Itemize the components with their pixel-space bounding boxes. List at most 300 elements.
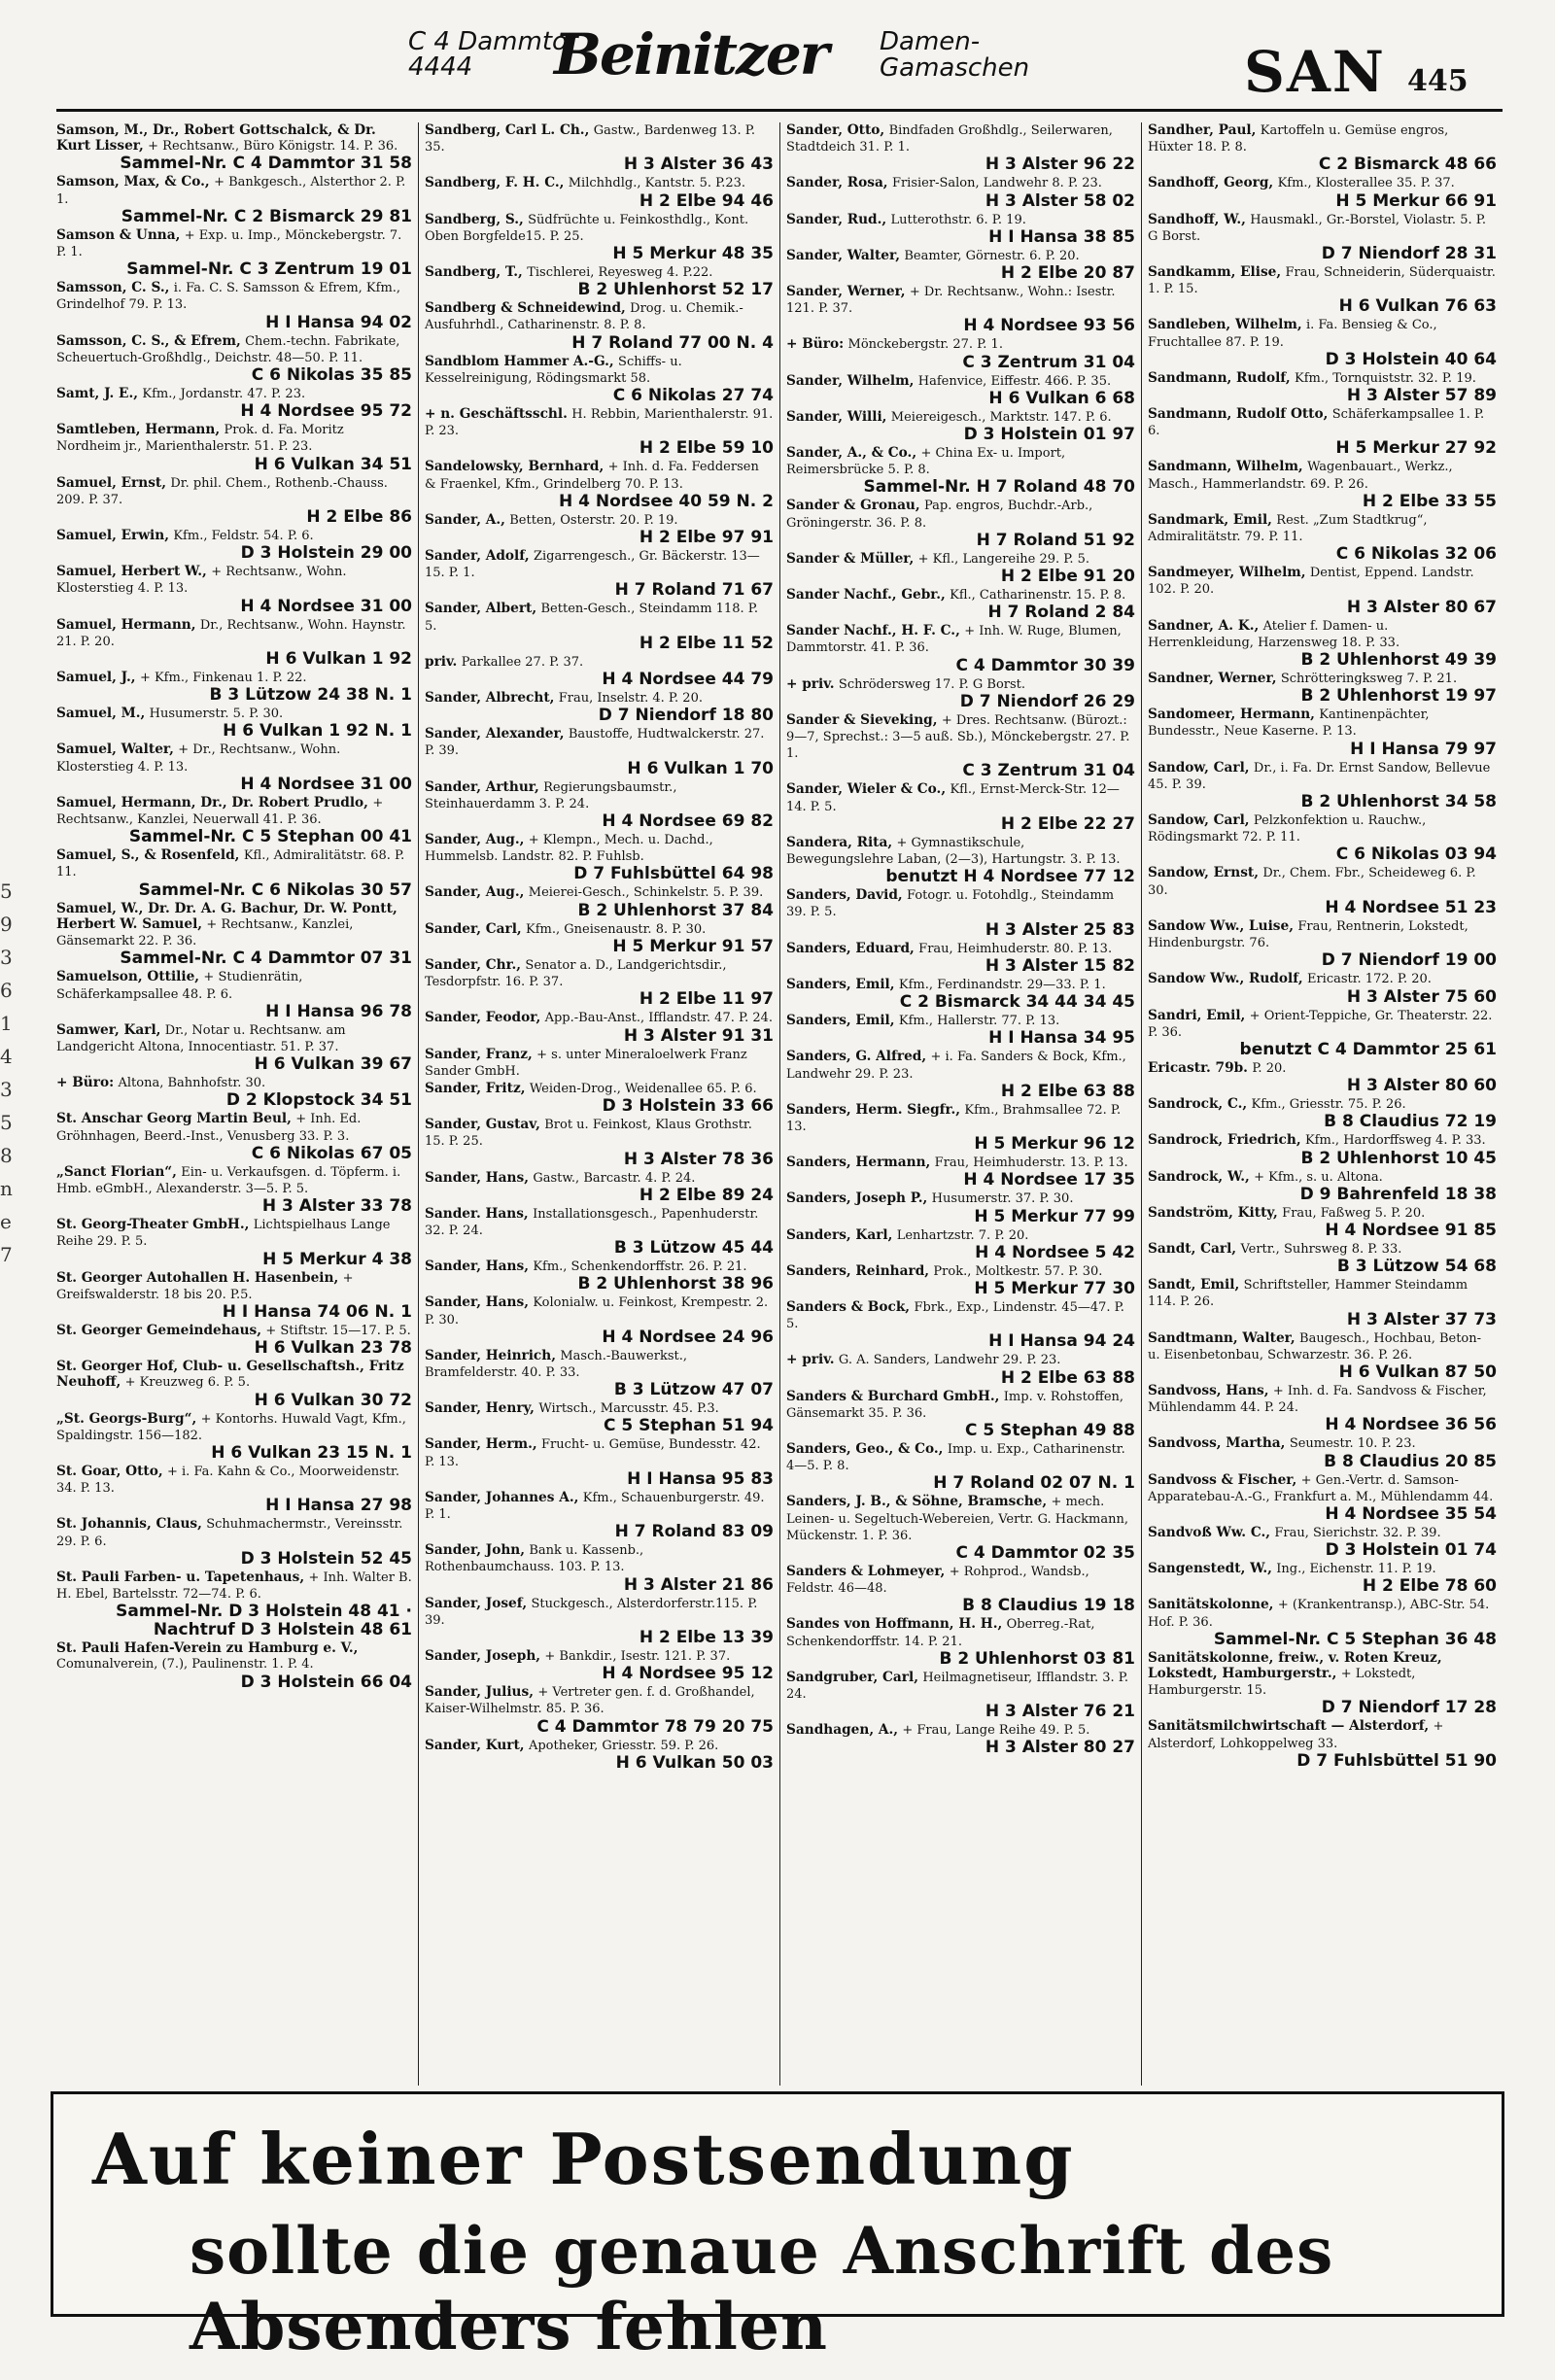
entry-phone: B 3 Lützow 54 68 [1336, 1257, 1497, 1277]
directory-entry [56, 564, 412, 615]
entry-detail: Kfm., Feldstr. 54. P. 6. [173, 529, 314, 544]
entry-phone: H 2 Elbe 11 97 [639, 989, 774, 1010]
margin-mark: 7 [0, 1243, 13, 1266]
entry-name: Sander, Hans, [425, 1169, 529, 1186]
entry-name: Sanders, Joseph P., [786, 1190, 928, 1207]
directory-entry [56, 333, 412, 385]
directory-entry [1148, 812, 1497, 864]
header-rule [56, 109, 1503, 112]
entry-name: St. Georger Autohallen H. Hasenbein, [56, 1269, 339, 1286]
entry-phone: H 4 Nordsee 51 23 [1325, 897, 1497, 917]
entry-phone: H 4 Nordsee 24 96 [602, 1327, 774, 1347]
directory-entry [1148, 1241, 1497, 1276]
advert-tagline [880, 29, 1029, 82]
entry-name: Samuel, Walter, [56, 742, 174, 758]
directory-entry [786, 1190, 1135, 1225]
entry-phone: D 3 Holstein 29 00 [240, 543, 412, 564]
entry-detail: Schrötteringksweg 7. P. 21. [1280, 672, 1458, 687]
entry-detail: Vertr., Suhrsweg 8. P. 33. [1240, 1241, 1402, 1257]
entry-phone: H 3 Alster 96 22 [985, 155, 1135, 175]
entry-detail: Lenhartzstr. 7. P. 20. [896, 1227, 1029, 1243]
entry-detail: Fbrk., Exp., Lindenstr. 45—47. P. 5. [786, 1299, 1124, 1332]
advert-phone: 4444 [408, 52, 473, 82]
entry-phone: H 5 Merkur 48 35 [612, 244, 774, 264]
entry-phone: B 2 Uhlenhorst 10 45 [1300, 1148, 1497, 1168]
entry-phone: H 3 Alster 21 86 [623, 1574, 774, 1595]
entry-name: Sandner, A. K., [1148, 617, 1260, 634]
entry-phone: D 7 Fuhlsbüttel 51 90 [1296, 1750, 1497, 1771]
directory-entry [786, 498, 1135, 549]
entry-phone: H 7 Roland 71 67 [614, 580, 774, 601]
entry-name: Sander, Hans, [425, 1294, 529, 1311]
directory-entry [425, 1648, 774, 1683]
entry-detail: + Kfl., Langereihe 29. P. 5. [917, 551, 1090, 567]
entry-detail: App.-Bau-Anst., Ifflandstr. 47. P. 24. [544, 1011, 774, 1026]
entry-phone: D 7 Niendorf 18 80 [598, 706, 774, 726]
entry-phone: H 3 Alster 15 82 [985, 955, 1135, 976]
directory-column-1 [56, 122, 418, 2086]
entry-detail: Hausmakl., Gr.-Borstel, Violastr. 5. P. G Borst. [1148, 212, 1486, 244]
entry-phone: D 7 Niendorf 28 31 [1321, 244, 1497, 264]
directory-entry [425, 957, 774, 1009]
entry-phone: H 6 Vulkan 23 15 N. 1 [211, 1442, 412, 1463]
entry-detail: Kfm., Schauenburgerstr. 49. P. 1. [425, 1490, 765, 1522]
directory-entry [56, 1516, 412, 1568]
margin-mark: e [0, 1210, 12, 1233]
entry-detail: Prok. d. Fa. Moritz Nordheim jr., Marienthalerstr. 51. P. 23. [56, 423, 344, 455]
entry-name: Sandvoss, Hans, [1148, 1382, 1269, 1398]
directory-entry [786, 336, 1135, 371]
directory-entry [56, 847, 412, 899]
entry-name: Sanders, Hermann, [786, 1155, 931, 1171]
entry-detail: Prok., Moltkestr. 57. P. 30. [933, 1263, 1103, 1279]
entry-detail: Südfrüchte u. Feinkosthdlg., Kont. Oben Borgfelde15. P. 25. [425, 212, 749, 244]
directory-entry [1148, 212, 1497, 263]
entry-phone: C 6 Nikolas 27 74 [612, 386, 774, 406]
entry-detail: + Vertreter gen. f. d. Großhandel, Kaiser-Wilhelmstr. 85. P. 36. [425, 1685, 755, 1717]
entry-detail: + Lokstedt, Hamburgerstr. 15. [1148, 1666, 1416, 1699]
entry-detail: + Rohprod., Wandsb., Feldstr. 46—48. [786, 1564, 1089, 1597]
entry-detail: G. A. Sanders, Landwehr 29. P. 23. [838, 1353, 1061, 1368]
directory-entry [425, 1490, 774, 1541]
entry-phone: D 3 Holstein 01 97 [963, 425, 1135, 445]
directory-entry [786, 887, 1135, 939]
entry-detail: Frau, Heimhuderstr. 13. P. 13. [934, 1156, 1128, 1171]
entry-phone: H I Hansa 94 02 [265, 312, 412, 332]
entry-name: Sander. Hans, [425, 1205, 529, 1222]
directory-entry [786, 373, 1135, 408]
entry-name: Sanders, Herm. Siegfr., [786, 1101, 961, 1118]
entry-name: Sander, Feodor, [425, 1010, 541, 1026]
directory-entry [786, 551, 1135, 586]
directory-entry [56, 1164, 412, 1216]
directory-entry [425, 1206, 774, 1258]
entry-name: Sander & Gronau, [786, 498, 920, 514]
entry-phone: H 7 Roland 02 07 N. 1 [933, 1473, 1135, 1494]
entry-phone: C 2 Bismarck 48 66 [1318, 155, 1497, 175]
entry-detail: Dr., i. Fa. Dr. Ernst Sandow, Bellevue 45. P. 39. [1148, 760, 1491, 792]
entry-phone: B 3 Lützow 47 07 [613, 1380, 774, 1400]
entry-name: St. Pauli Hafen-Verein zu Hamburg e. V., [56, 1640, 359, 1657]
directory-entry [1148, 264, 1497, 316]
directory-entry [425, 548, 774, 600]
entry-phone: B 8 Claudius 19 18 [962, 1596, 1135, 1616]
margin-mark: 1 [0, 1012, 13, 1035]
directory-entry [425, 690, 774, 725]
entry-phone: H 2 Elbe 97 91 [639, 528, 774, 548]
entry-detail: Kfm., Ferdinandstr. 29—33. P. 1. [898, 977, 1106, 992]
entry-phone: H 2 Elbe 78 60 [1362, 1576, 1497, 1597]
entry-detail: + Gen.-Vertr. d. Samson-Apparatebau-A.-G., Frankfurt a. M., Mühlendamm 44. [1148, 1472, 1494, 1504]
entry-detail: + Orient-Teppiche, Gr. Theaterstr. 22. P. 36. [1148, 1008, 1493, 1040]
entry-detail: Weiden-Drog., Weidenallee 65. P. 6. [529, 1081, 757, 1096]
entry-phone: H 6 Vulkan 1 70 [627, 758, 774, 778]
entry-phone: D 9 Bahrenfeld 18 38 [1299, 1184, 1497, 1204]
directory-entry [56, 1569, 412, 1639]
entry-phone: H 6 Vulkan 1 92 [265, 649, 412, 670]
entry-phone: H I Hansa 79 97 [1350, 739, 1497, 759]
entry-name: Sandrock, W., [1148, 1168, 1250, 1185]
entry-phone: D 3 Holstein 33 66 [602, 1096, 774, 1117]
directory-entry [56, 475, 412, 527]
entry-phone: Sammel-Nr. H 7 Roland 48 70 [863, 477, 1135, 498]
entry-name: Samt, J. E., [56, 386, 138, 402]
entry-detail: + Bankdir., Isestr. 121. P. 37. [544, 1648, 731, 1664]
entry-name: St. Goar, Otto, [56, 1463, 163, 1479]
entry-phone: H 2 Elbe 11 52 [639, 633, 774, 653]
entry-phone: C 4 Dammtor 30 39 [955, 655, 1135, 675]
entry-name: Sandström, Kitty, [1148, 1204, 1278, 1221]
entry-name: St. Georg-Theater GmbH., [56, 1217, 250, 1233]
directory-entry [425, 1047, 774, 1080]
entry-name: Ericastr. 79b. [1148, 1059, 1248, 1076]
entry-name: Sander, Chr., [425, 956, 522, 973]
entry-name: Sanders, Karl, [786, 1226, 893, 1243]
entry-phone: Sammel-Nr. C 6 Nikolas 30 57 [138, 880, 412, 900]
directory-entry [425, 921, 774, 956]
entry-name: Sandvoss & Fischer, [1148, 1471, 1297, 1488]
directory-entry [1148, 618, 1497, 670]
entry-name: Sandrock, C., [1148, 1096, 1248, 1113]
footer-notice-line2: sollte die genaue Anschrift des Absenders fehlen [190, 2213, 1334, 2364]
entry-detail: Bank u. Kassenb., Rothenbaumchauss. 103. P. 13. [425, 1543, 644, 1575]
entry-name: Sandow Ww., Rudolf, [1148, 971, 1303, 987]
directory-entry [1148, 918, 1497, 970]
directory-entry [1148, 122, 1497, 174]
margin-mark: 6 [0, 979, 13, 1002]
entry-name: Sandow, Ernst, [1148, 865, 1259, 881]
entry-phone: C 5 Stephan 49 88 [964, 1420, 1135, 1440]
entry-name: Sandtmann, Walter, [1148, 1329, 1296, 1346]
entry-name: Sanders, Emil, [786, 1013, 895, 1029]
entry-detail: Gastw., Barcastr. 4. P. 24. [533, 1170, 696, 1186]
entry-name: Sanders, Geo., & Co., [786, 1440, 944, 1457]
directory-entry [786, 284, 1135, 335]
directory-entry [56, 528, 412, 563]
entry-phone: B 2 Uhlenhorst 34 58 [1300, 792, 1497, 812]
entry-detail: Beamter, Görnestr. 6. P. 20. [904, 248, 1080, 263]
entry-name: Samson, Max, & Co., [56, 174, 210, 190]
entry-detail: Betten, Osterstr. 20. P. 19. [509, 512, 678, 528]
entry-detail: Dentist, Eppend. Landstr. 102. P. 20. [1148, 566, 1474, 598]
entry-detail: Betten-Gesch., Steindamm 118. P. 5. [425, 602, 758, 634]
directory-entry [56, 1111, 412, 1162]
entry-detail: Wirtsch., Marcusstr. 45. P.3. [538, 1401, 719, 1417]
entry-detail: Drog. u. Chemik.-Ausfuhrhdl., Catharinenstr. 8. P. 8. [425, 301, 743, 333]
entry-detail: Comunalverein, (7.), Paulinenstr. 1. P. 4. [56, 1657, 314, 1673]
directory-entry [786, 1670, 1135, 1721]
entry-detail: Schriftsteller, Hammer Steindamm 114. P. 26. [1148, 1278, 1469, 1310]
entry-detail: Atelier f. Damen- u. Herrenkleidung, Harzensweg 18. P. 33. [1148, 618, 1400, 650]
entry-detail: Kfl., Admiralitätstr. 68. P. 11. [56, 848, 405, 880]
entry-detail: + Studienrätin, Schäferkampsallee 48. P. 6. [56, 970, 303, 1002]
entry-phone: H 2 Elbe 63 88 [1000, 1367, 1135, 1388]
directory-entry [1148, 707, 1497, 758]
directory-entry [425, 264, 774, 299]
page-number: 445 [1407, 64, 1469, 98]
entry-name: Samuel, Hermann, [56, 616, 196, 633]
entry-detail: i. Fa. Bensieg & Co., Fruchtallee 87. P. 19. [1148, 318, 1437, 350]
entry-name: Sandmeyer, Wilhelm, [1148, 565, 1306, 581]
entry-phone: H 4 Nordsee 95 12 [602, 1664, 774, 1684]
entry-name: Sandow Ww., Luise, [1148, 917, 1294, 934]
entry-name: Sander, Albert, [425, 601, 537, 617]
entry-detail: Kfm., Jordanstr. 47. P. 23. [142, 387, 306, 402]
entry-name: Sander, Arthur, [425, 778, 539, 795]
entry-detail: + Klempn., Mech. u. Dachd., Hummelsb. Landstr. 82. P. Fuhlsb. [425, 833, 713, 865]
entry-detail: Chem.-techn. Fabrikate, Scheuertuch-Großhdlg., Deichstr. 48—50. P. 11. [56, 333, 400, 365]
directory-entry [425, 1436, 774, 1488]
entry-name: Sandvoß Ww. C., [1148, 1524, 1271, 1540]
entry-phone: H 7 Roland 83 09 [614, 1522, 774, 1542]
entry-phone: H 2 Elbe 13 39 [639, 1627, 774, 1647]
directory-entry [786, 1299, 1135, 1351]
entry-name: Sandvoss, Martha, [1148, 1435, 1286, 1452]
entry-phone: H 2 Elbe 63 88 [1000, 1081, 1135, 1101]
entry-phone: C 4 Dammtor 02 35 [955, 1542, 1135, 1563]
directory-column-2 [418, 122, 779, 2086]
entry-name: St. Anschar Georg Martin Beul, [56, 1111, 292, 1127]
directory-entry [786, 1389, 1135, 1440]
entry-name: Sanders, Emil, [786, 976, 895, 992]
entry-detail: + Dr. Rechtsanw., Wohn.: Isestr. 121. P. 37. [786, 285, 1116, 317]
entry-phone: H 2 Elbe 94 46 [639, 190, 774, 211]
entry-detail: + Inh. W. Ruge, Blumen, Dammtorstr. 41. P. 36. [786, 624, 1122, 656]
entry-detail: Bindfaden Großhdlg., Seilerwaren, Stadtdeich 31. P. 1. [786, 123, 1113, 155]
entry-detail: Kfm., Schenkendorffstr. 26. P. 21. [533, 1259, 747, 1275]
entry-phone: D 3 Holstein 01 74 [1325, 1540, 1497, 1561]
entry-phone: H 6 Vulkan 34 51 [254, 454, 412, 474]
entry-phone: H 3 Alster 75 60 [1346, 986, 1497, 1007]
entry-name: Sander, Joseph, [425, 1647, 541, 1664]
directory-entry [1148, 1060, 1497, 1095]
margin-mark: 3 [0, 946, 13, 969]
entry-phone: Sammel-Nr. C 5 Stephan 36 48 [1213, 1629, 1497, 1649]
directory-entry [56, 901, 412, 969]
entry-phone: H 5 Merkur 4 38 [262, 1249, 412, 1269]
directory-entry [786, 781, 1135, 833]
entry-detail: Masch.-Bauwerkst., Bramfelderstr. 40. P. 33. [425, 1348, 688, 1380]
entry-name: Sander, Heinrich, [425, 1347, 556, 1363]
directory-column-4 [1141, 122, 1503, 2086]
advert-tagline-line2: Gamaschen [880, 53, 1030, 83]
directory-entry [1148, 1650, 1497, 1718]
directory-entry [1148, 175, 1497, 210]
entry-name: Samuel, J., [56, 670, 136, 686]
directory-entry [56, 1323, 412, 1358]
directory-entry [1148, 671, 1497, 706]
page-header [0, 0, 1555, 112]
entry-name: Sanders, G. Alfred, [786, 1049, 927, 1065]
entry-phone: H I Hansa 95 83 [627, 1468, 774, 1489]
entry-detail: Dr., Chem. Fbr., Scheideweg 6. P. 30. [1148, 866, 1476, 898]
entry-detail: Lutterothstr. 6. P. 19. [890, 212, 1026, 227]
entry-phone: C 6 Nikolas 03 94 [1335, 845, 1497, 865]
entry-name: Sander, Aug., [425, 832, 525, 848]
entry-name: Sanitätskolonne, [1148, 1597, 1274, 1613]
entry-detail: Regierungsbaumstr., Steinhauerdamm 3. P. 24. [425, 779, 677, 811]
entry-detail: + Rechtsanw., Büro Königstr. 14. P. 36. [148, 139, 398, 155]
entry-detail: + Dres. Rechtsanw. (Bürozt.: 9—7, Sprechst.: 3—5 auß. Sb.), Mönckebergstr. 27. P. 1. [786, 712, 1130, 762]
entry-detail: Kfl., Catharinenstr. 15. P. 8. [950, 588, 1126, 604]
directory-entry [425, 459, 774, 510]
entry-name: Sandkamm, Elise, [1148, 264, 1282, 281]
entry-detail: Milchhdlg., Kantstr. 5. P.23. [568, 176, 746, 191]
entry-detail: + s. unter Mineraloelwerk Franz Sander GmbH. [425, 1047, 747, 1079]
entry-phone: H 4 Nordsee 31 00 [240, 596, 412, 616]
margin-mark: 4 [0, 1045, 13, 1068]
entry-name: Sander, Gustav, [425, 1117, 540, 1133]
directory-entry [786, 1102, 1135, 1154]
entry-phone: H 6 Vulkan 1 92 N. 1 [223, 721, 412, 742]
entry-name: Sandgruber, Carl, [786, 1669, 918, 1685]
entry-detail: Frau, Rentnerin, Lokstedt, Hindenburgstr. 76. [1148, 918, 1469, 951]
directory-entry [56, 1075, 412, 1110]
directory-entry [425, 601, 774, 652]
entry-detail: + Gymnastikschule, Bewegungslehre Laban, (2—3), Hartungstr. 3. P. 13. [786, 835, 1121, 868]
entry-name: Sander, Henry, [425, 1400, 535, 1417]
directory-entry [56, 795, 412, 846]
entry-name: Sander, Willi, [786, 408, 887, 425]
entry-detail: Lichtspielhaus Lange Reihe 29. P. 5. [56, 1218, 391, 1250]
entry-name: Sanders, J. B., & Söhne, Bramsche, [786, 1494, 1048, 1510]
entry-name: Sandera, Rita, [786, 834, 893, 850]
footer-notice-line1: Auf keiner Postsendung [92, 2118, 1075, 2200]
entry-detail: Schuhmachermstr., Vereinsstr. 29. P. 6. [56, 1517, 403, 1549]
directory-entry [425, 1170, 774, 1205]
entry-name: Sander, Johannes A., [425, 1489, 579, 1505]
directory-entry [786, 712, 1135, 781]
entry-name: Sander & Müller, [786, 550, 915, 567]
entry-phone: H 6 Vulkan 76 63 [1338, 296, 1497, 317]
entry-detail: Stuckgesch., Alsterdorferstr.115. P. 39. [425, 1596, 758, 1628]
entry-detail: Brot u. Feinkost, Klaus Grothstr. 15. P. 25. [425, 1118, 752, 1150]
entry-phone: H 7 Roland 51 92 [976, 530, 1135, 550]
directory-entry [56, 1217, 412, 1268]
directory-entry [786, 122, 1135, 174]
directory-entry [56, 969, 412, 1020]
entry-detail: Dr. phil. Chem., Rothenb.-Chauss. 209. P. 37. [56, 475, 388, 507]
entry-name: Sandberg & Schneidewind, [425, 300, 626, 317]
entry-phone: benutzt C 4 Dammtor 25 61 [1239, 1039, 1497, 1059]
directory-entry [786, 445, 1135, 497]
directory-entry [56, 1411, 412, 1463]
directory-entry [1148, 1561, 1497, 1596]
entry-detail: Fotogr. u. Fotohdlg., Steindamm 39. P. 5. [786, 888, 1115, 920]
directory-entry [786, 1441, 1135, 1493]
entry-phone: H 5 Merkur 77 99 [974, 1206, 1135, 1226]
entry-name: Sanitätsmilchwirtschaft — Alsterdorf, [1148, 1718, 1430, 1735]
entry-name: Sander, Werner, [786, 284, 906, 300]
entry-phone: H 3 Alster 25 83 [985, 919, 1135, 940]
entry-phone: C 4 Dammtor 78 79 20 75 [536, 1716, 774, 1737]
directory-entry [786, 676, 1135, 711]
advert-tagline-line1: Damen- [880, 27, 981, 56]
directory-entry [1148, 1435, 1497, 1470]
entry-name: St. Pauli Farben- u. Tapetenhaus, [56, 1569, 305, 1585]
directory-entry [56, 1640, 412, 1691]
entry-detail: Oberreg.-Rat, Schenkendorffstr. 14. P. 21. [786, 1617, 1095, 1649]
entry-name: Sandberg, F. H. C., [425, 175, 565, 191]
entry-name: Sandow, Carl, [1148, 812, 1250, 829]
entry-phone: C 6 Nikolas 67 05 [251, 1143, 412, 1163]
entry-name: Sandow, Carl, [1148, 759, 1250, 776]
directory-entry [56, 1359, 412, 1409]
entry-phone: H 2 Elbe 86 [306, 507, 412, 528]
entry-detail: Kartoffeln u. Gemüse engros, Hüxter 18. P. 8. [1148, 123, 1449, 155]
directory-entry [56, 422, 412, 473]
margin-mark: n [0, 1177, 13, 1200]
entry-name: Sandmann, Wilhelm, [1148, 459, 1303, 475]
entry-name: Sandes von Hoffmann, H. H., [786, 1616, 1003, 1633]
entry-detail: Baustoffe, Hudtwalckerstr. 27. P. 39. [425, 727, 765, 759]
entry-phone: D 7 Niendorf 19 00 [1321, 950, 1497, 971]
entry-name: Sander, Herm., [425, 1436, 537, 1453]
entry-phone: H 5 Merkur 66 91 [1335, 190, 1497, 211]
entry-name: Sander, Albrecht, [425, 690, 555, 707]
entry-detail: Dr., Notar u. Rechtsanw. am Landgericht Altona, Innocentiastr. 51. P. 37. [56, 1022, 346, 1054]
entry-phone: Sammel-Nr. C 4 Dammtor 31 58 [120, 154, 412, 174]
entry-name: Sandrock, Friedrich, [1148, 1132, 1301, 1149]
entry-name: Sandberg, Carl L. Ch., [425, 122, 590, 138]
directory-entry [786, 835, 1135, 886]
entry-detail: Kfm., Tornquiststr. 32. P. 19. [1295, 370, 1476, 386]
entry-phone: D 2 Klopstock 34 51 [225, 1090, 412, 1111]
directory-entry [786, 409, 1135, 444]
directory-entry [1148, 317, 1497, 368]
entry-phone: H I Hansa 38 85 [988, 226, 1135, 247]
directory-entry [425, 1294, 774, 1346]
entry-phone: H 4 Nordsee 35 54 [1325, 1503, 1497, 1524]
directory-entry [56, 122, 412, 173]
entry-name: Samuel, Herbert W., [56, 564, 207, 580]
margin-mark: 8 [0, 1144, 13, 1167]
entry-phone: B 2 Uhlenhorst 19 97 [1300, 686, 1497, 707]
entry-detail: Schäferkampsallee 1. P. 6. [1148, 407, 1485, 439]
entry-phone: H 3 Alster 37 73 [1346, 1309, 1497, 1329]
entry-name: Sander, Adolf, [425, 548, 530, 565]
directory-entry [425, 779, 774, 831]
directory-entry [786, 623, 1135, 674]
entry-name: Sandhoff, Georg, [1148, 175, 1274, 191]
entry-phone: H 4 Nordsee 31 00 [240, 774, 412, 794]
directory-entry [1148, 1132, 1497, 1167]
margin-mark: 3 [0, 1078, 13, 1101]
directory-entry [786, 1049, 1135, 1100]
directory-entry [1148, 760, 1497, 811]
entry-phone: H 5 Merkur 77 30 [974, 1278, 1135, 1298]
entry-name: Sandt, Emil, [1148, 1277, 1240, 1293]
